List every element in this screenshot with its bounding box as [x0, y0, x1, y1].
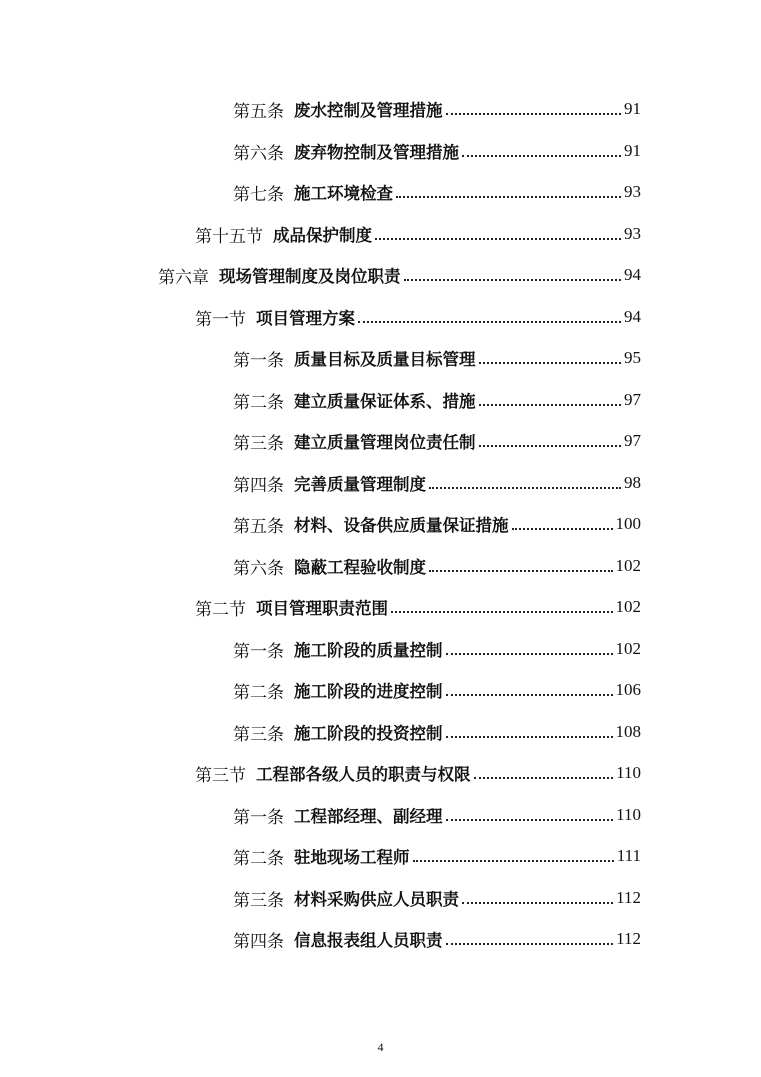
toc-leader-dots	[413, 841, 614, 871]
toc-leader-dots	[479, 426, 622, 456]
toc-leader-dots	[462, 136, 621, 166]
toc-entry-title: 质量目标及质量目标管理	[294, 350, 476, 369]
toc-entry-title: 建立质量保证体系、措施	[294, 392, 476, 411]
toc-entry[interactable]	[158, 260, 641, 290]
toc-entry-title: 施工阶段的进度控制	[294, 682, 443, 701]
toc-leader-dots	[404, 260, 622, 290]
toc-entry[interactable]	[233, 343, 641, 373]
toc-entry-prefix: 第三条	[233, 724, 284, 745]
toc-leader-dots	[375, 219, 621, 249]
toc-entry-title: 完善质量管理制度	[294, 475, 426, 494]
toc-entry-page: 97	[624, 431, 641, 450]
toc-entry-page: 108	[615, 722, 641, 741]
toc-entry-title: 驻地现场工程师	[294, 848, 410, 867]
toc-entry-prefix: 第二条	[233, 848, 284, 869]
toc-entry-page: 93	[624, 182, 641, 201]
toc-entry-prefix: 第六条	[233, 558, 284, 579]
toc-entry-title: 项目管理方案	[256, 309, 355, 328]
toc-entry-page: 110	[616, 805, 641, 824]
toc-entry[interactable]	[233, 136, 641, 166]
toc-entry[interactable]	[233, 924, 641, 954]
toc-entry-page: 102	[615, 639, 641, 658]
toc-entry-page: 102	[615, 597, 641, 616]
toc-entry[interactable]	[233, 717, 641, 747]
toc-entry-title: 施工环境检查	[294, 184, 393, 203]
toc-entry-prefix: 第四条	[233, 475, 284, 496]
toc-entry-prefix: 第七条	[233, 184, 284, 205]
toc-entry-page: 91	[624, 99, 641, 118]
toc-entry-prefix: 第一条	[233, 641, 284, 662]
toc-entry[interactable]	[233, 94, 641, 124]
toc-entry-page: 112	[616, 929, 641, 948]
toc-entry-page: 94	[624, 307, 641, 326]
toc-leader-dots	[462, 883, 613, 913]
toc-entry-prefix: 第五条	[233, 516, 284, 537]
toc-entry[interactable]	[195, 219, 641, 249]
toc-entry-page: 106	[615, 680, 641, 699]
toc-entry[interactable]	[233, 177, 641, 207]
toc-entry[interactable]	[233, 509, 641, 539]
toc-leader-dots	[429, 468, 621, 498]
toc-entry-title: 废弃物控制及管理措施	[294, 143, 459, 162]
toc-entry-page: 110	[616, 763, 641, 782]
toc-entry-title: 信息报表组人员职责	[294, 931, 443, 950]
toc-leader-dots	[512, 509, 613, 539]
toc-leader-dots	[446, 924, 614, 954]
toc-entry[interactable]	[233, 634, 641, 664]
toc-entry-title: 材料采购供应人员职责	[294, 890, 459, 909]
toc-entry[interactable]	[233, 426, 641, 456]
toc-entry[interactable]	[233, 468, 641, 498]
toc-entry[interactable]	[195, 302, 641, 332]
toc-entry-prefix: 第六条	[233, 143, 284, 164]
toc-leader-dots	[446, 94, 622, 124]
toc-leader-dots	[446, 634, 613, 664]
toc-entry-prefix: 第五条	[233, 101, 284, 122]
toc-entry[interactable]	[233, 883, 641, 913]
toc-entry-title: 隐蔽工程验收制度	[294, 558, 426, 577]
toc-entry-page: 97	[624, 390, 641, 409]
toc-entry[interactable]	[233, 551, 641, 581]
toc-entry-title: 成品保护制度	[273, 226, 372, 245]
toc-entry-page: 112	[616, 888, 641, 907]
toc-entry-title: 施工阶段的投资控制	[294, 724, 443, 743]
toc-entry-title: 工程部各级人员的职责与权限	[256, 765, 471, 784]
toc-entry[interactable]	[233, 675, 641, 705]
toc-entry-prefix: 第二节	[195, 599, 246, 620]
toc-entry-page: 91	[624, 141, 641, 160]
toc-leader-dots	[474, 758, 614, 788]
toc-entry-title: 工程部经理、副经理	[294, 807, 443, 826]
toc-entry-prefix: 第二条	[233, 392, 284, 413]
toc-entry[interactable]	[233, 385, 641, 415]
toc-leader-dots	[358, 302, 621, 332]
toc-entry[interactable]	[195, 758, 641, 788]
toc-leader-dots	[479, 343, 622, 373]
toc-leader-dots	[429, 551, 613, 581]
toc-entry-page: 98	[624, 473, 641, 492]
toc-entry-title: 废水控制及管理措施	[294, 101, 443, 120]
toc-entry-prefix: 第三节	[195, 765, 246, 786]
toc-entry-prefix: 第三条	[233, 890, 284, 911]
toc-leader-dots	[391, 592, 613, 622]
toc-entry-prefix: 第一条	[233, 350, 284, 371]
toc-entry-page: 111	[616, 846, 641, 865]
toc-leader-dots	[479, 385, 622, 415]
toc-entry-page: 95	[624, 348, 641, 367]
page-number: 4	[377, 1040, 384, 1054]
toc-leader-dots	[446, 675, 613, 705]
toc-entry-title: 现场管理制度及岗位职责	[219, 267, 401, 286]
toc-entry-page: 93	[624, 224, 641, 243]
toc-entry-prefix: 第三条	[233, 433, 284, 454]
toc-entry-prefix: 第一条	[233, 807, 284, 828]
toc-entry-title: 项目管理职责范围	[256, 599, 388, 618]
toc-entry-prefix: 第二条	[233, 682, 284, 703]
toc-entry[interactable]	[233, 800, 641, 830]
toc-leader-dots	[446, 800, 614, 830]
toc-entry-prefix: 第十五节	[195, 226, 263, 247]
toc-entry-page: 102	[615, 556, 641, 575]
toc-leader-dots	[446, 717, 613, 747]
toc-entry-title: 施工阶段的质量控制	[294, 641, 443, 660]
toc-entry-page: 100	[615, 514, 641, 533]
toc-entry-prefix: 第四条	[233, 931, 284, 952]
toc-leader-dots	[396, 177, 621, 207]
toc-entry-title: 材料、设备供应质量保证措施	[294, 516, 509, 535]
toc-entry[interactable]	[233, 841, 641, 871]
toc-entry[interactable]	[195, 592, 641, 622]
toc-entry-page: 94	[624, 265, 641, 284]
toc-entry-prefix: 第一节	[195, 309, 246, 330]
toc-entry-title: 建立质量管理岗位责任制	[294, 433, 476, 452]
toc-entry-prefix: 第六章	[158, 267, 209, 288]
